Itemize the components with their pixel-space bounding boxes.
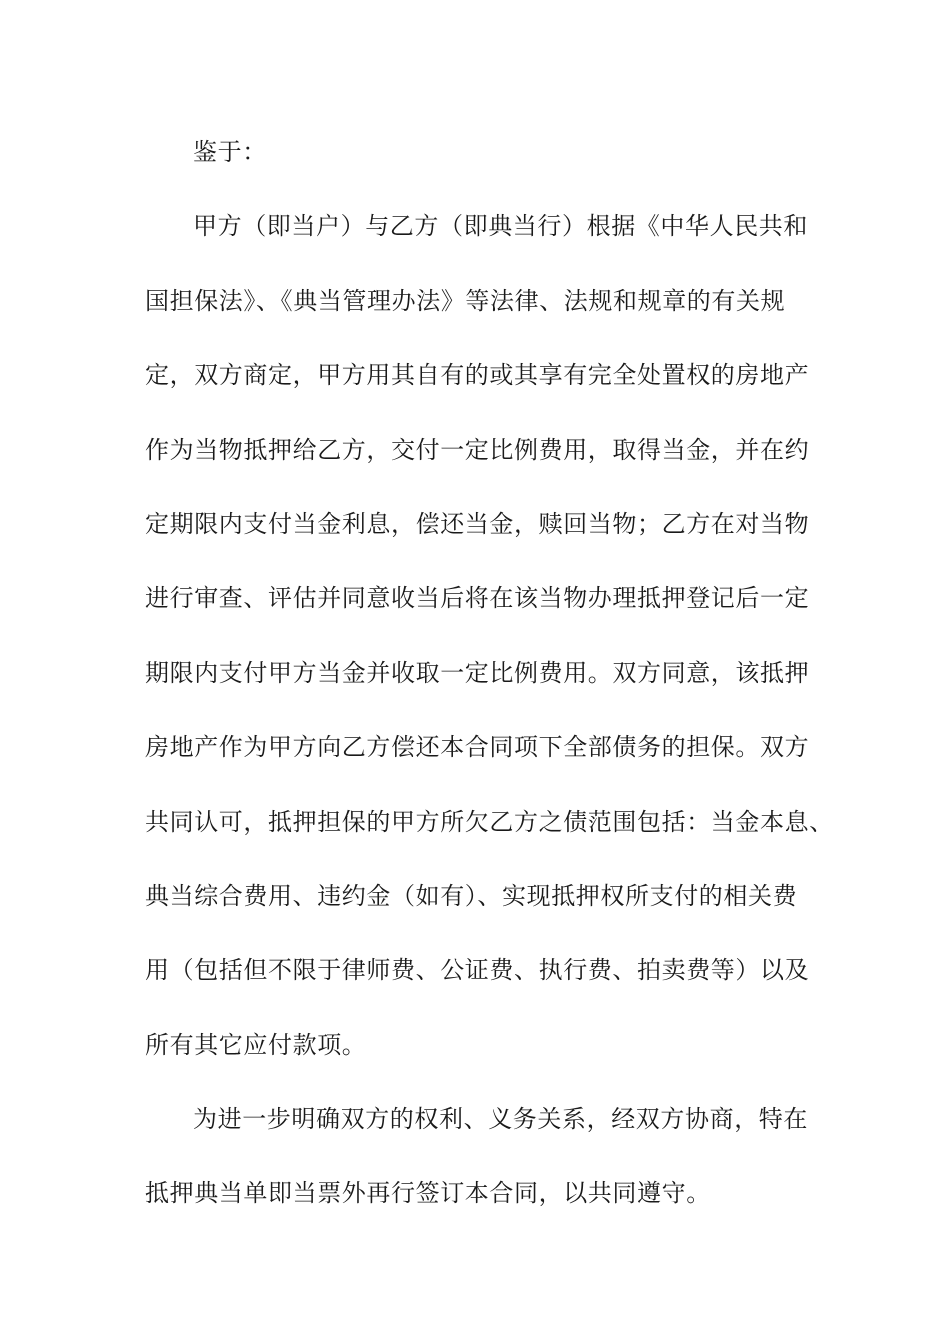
heading-whereas: 鉴于：: [193, 138, 267, 166]
paragraph-line: 定期限内支付当金利息，偿还当金，赎回当物；乙方在对当物: [145, 509, 810, 538]
paragraph-line: 房地产作为甲方向乙方偿还本合同项下全部债务的担保。双方: [145, 733, 810, 762]
paragraph-line: 所有其它应付款项。: [145, 1030, 367, 1059]
paragraph-line: 为进一步明确双方的权利、义务关系，经双方协商，特在: [193, 1105, 808, 1134]
paragraph-line: 甲方（即当户）与乙方（即典当行）根据《中华人民共和: [193, 212, 808, 241]
paragraph-agreement: [145, 1097, 825, 1246]
paragraph-line: 典当综合费用、违约金（如有）、实现抵押权所支付的相关费: [145, 881, 798, 910]
paragraph-recitals: [145, 204, 834, 1097]
paragraph-line: 进行审查、评估并同意收当后将在该当物办理抵押登记后一定: [145, 584, 810, 613]
paragraph-line: 国担保法》、《典当管理办法》等法律、法规和规章的有关规: [145, 286, 786, 315]
paragraph-line: 共同认可，抵押担保的甲方所欠乙方之债范围包括：当金本息、: [145, 807, 834, 836]
paragraph-line: 抵押典当单即当票外再行签订本合同，以共同遵守。: [145, 1179, 711, 1208]
paragraph-line: 用（包括但不限于律师费、公证费、执行费、拍卖费等）以及: [145, 956, 810, 985]
paragraph-line: 定，双方商定，甲方用其自有的或其享有完全处置权的房地产: [145, 361, 810, 390]
document-body: [145, 130, 834, 1246]
paragraph-line: 期限内支付甲方当金并收取一定比例费用。双方同意，该抵押: [145, 658, 810, 687]
paragraph-line: 作为当物抵押给乙方，交付一定比例费用，取得当金，并在约: [145, 435, 810, 464]
